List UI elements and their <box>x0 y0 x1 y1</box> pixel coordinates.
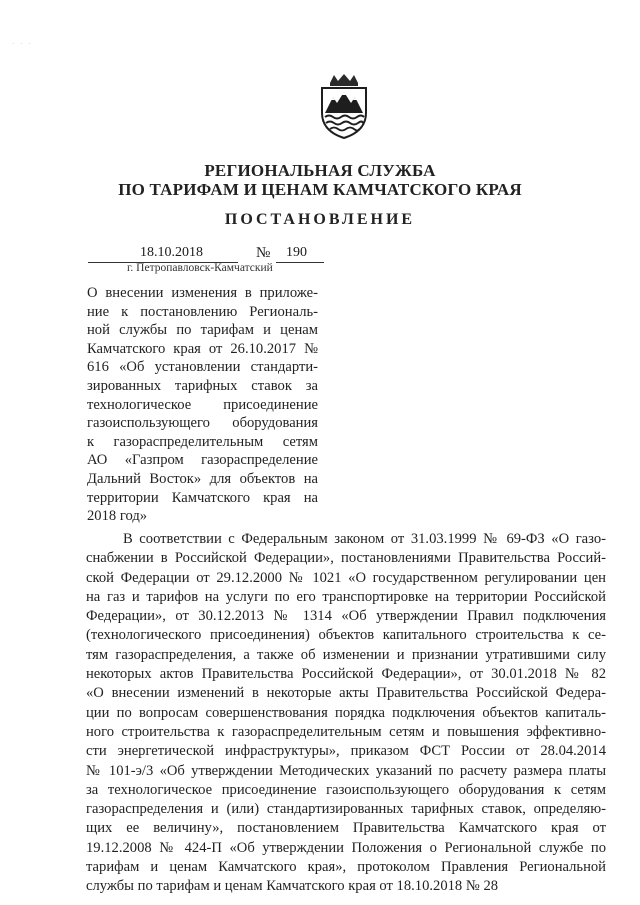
body-line: тям газораспределения, а также об изменении и признании утратившими силу <box>86 646 606 663</box>
subject-line: технологическое присоединение <box>87 396 318 413</box>
document-body <box>86 530 606 897</box>
subject-line: территории Камчатского края на <box>87 489 318 506</box>
body-line: В соответствии с Федеральным законом от 31.03.1999 № 69-ФЗ «О газо- <box>123 531 606 547</box>
scan-noise: · · · <box>12 40 33 48</box>
subject-line: Камчатского края от 26.10.2017 № <box>87 340 318 357</box>
body-line: ции по вопросам совершенствования порядка подключения объектов капиталь- <box>86 704 606 721</box>
subject-line: ние к постановлению Региональ- <box>87 303 318 320</box>
body-line: (технологического присоединения) объектов капитального строительства к се- <box>86 627 606 644</box>
subject-line: ной службы по тарифам и ценам <box>87 322 318 339</box>
body-line: «О внесении изменений в некоторые акты Правительства Российской Федера- <box>86 685 606 702</box>
body-line: службы по тарифам и ценам Камчатского края от 18.10.2018 № 28 <box>86 878 499 895</box>
city-label: г. Петропавловск-Камчатский <box>127 262 273 274</box>
body-line: сти энергетической инфраструктуры», приказом ФСТ России от 28.04.2014 <box>86 743 606 760</box>
organization-name-line1: РЕГИОНАЛЬНАЯ СЛУЖБА <box>204 161 436 180</box>
subject-line: зированных тарифных ставок за <box>87 377 318 394</box>
subject-line: 616 «Об установлении стандарти- <box>87 359 318 376</box>
body-line: за технологическое присоединение газоиспользующего оборудования к сетям <box>86 781 606 798</box>
body-line: газораспределения и (или) стандартизированных тарифных ставок, определяю- <box>86 801 606 818</box>
subject-line: Дальний Восток» для объектов на <box>87 470 318 487</box>
subject-line: газоиспользующего оборудования <box>87 415 318 432</box>
body-line: ного строительства к газораспределительным сетям и повышения эффективно- <box>86 723 606 740</box>
body-line: на газ и тарифов на услуги по его транспортировке на территории Российской <box>86 588 606 605</box>
document-type-title: ПОСТАНОВЛЕНИЕ <box>224 211 416 228</box>
number-sign: № <box>256 245 271 261</box>
body-line: снабжении в Российской Федерации», постановлениями Правительства Россий- <box>86 550 606 567</box>
body-line: некоторых актов Правительства Российской Федерации», от 30.01.2018 № 82 <box>86 666 606 683</box>
subject-line: к газораспределительным сетям <box>87 433 318 450</box>
body-line: тарифам и ценам Камчатского края», протоколом Правления Региональной <box>86 859 606 876</box>
document-subject <box>87 284 318 526</box>
organization-name-line2: ПО ТАРИФАМ И ЦЕНАМ КАМЧАТСКОГО КРАЯ <box>118 180 522 199</box>
body-line: Федерации», от 30.12.2013 № 1314 «Об утверждении Правил подключения <box>86 608 606 625</box>
subject-line: АО «Газпром газораспределение <box>87 452 318 469</box>
subject-line: 2018 год» <box>87 508 148 525</box>
body-line: 19.12.2008 № 424-П «Об утверждении Положения о Региональной службе по <box>86 839 606 856</box>
number-underline <box>276 262 324 263</box>
body-line: ской Федерации от 29.12.2000 № 1021 «О государственном регулировании цен <box>86 569 606 586</box>
body-line: щих ее величину», постановлением Правительства Камчатского края от <box>86 820 606 837</box>
kamchatka-coat-of-arms-icon <box>318 73 370 139</box>
document-number: 190 <box>286 245 307 260</box>
body-line: № 101-э/3 «Об утверждении Методических указаний по расчету размера платы <box>86 762 606 779</box>
subject-line: О внесении изменения в приложе- <box>87 285 318 301</box>
document-date: 18.10.2018 <box>140 245 203 260</box>
